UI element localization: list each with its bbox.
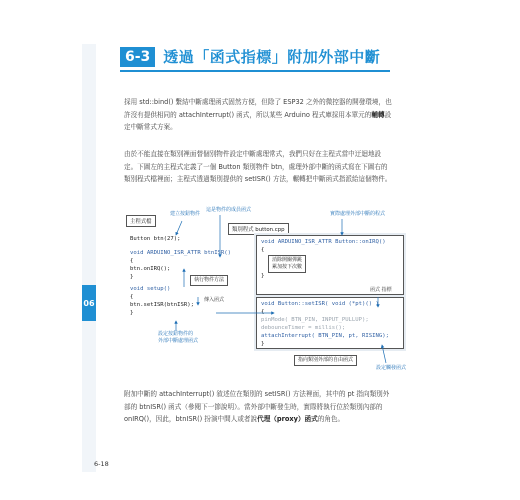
code-line: Button btn(27);	[130, 236, 181, 242]
diagram-arrows	[124, 213, 414, 383]
note-member-function: 這是物件的成員函式	[206, 207, 252, 213]
chapter-strip	[82, 44, 96, 472]
code-line: {	[130, 258, 134, 264]
note-func-ptr: 函式 指標	[370, 287, 392, 293]
note-create-object: 建立按鈕物件	[170, 211, 201, 217]
note-set-trigger: 設定觸發函式	[376, 365, 407, 371]
code-line: btn.onIRQ();	[130, 266, 171, 272]
label-free-function: 指向類別外部的自由函式	[294, 355, 357, 366]
note-class-isr: 實際處理外部中斷的程式	[330, 211, 386, 217]
code-line: {	[261, 247, 265, 253]
code-line: pinMode( BTN_PIN, INPUT_PULLUP);	[261, 317, 369, 323]
code-line: {	[130, 294, 134, 300]
code-line: {	[261, 309, 265, 315]
code-diagram	[124, 207, 414, 383]
code-line: btn.setISR(btnISR);	[130, 302, 194, 308]
label-debounce: 消除開關彈跳 累加按下次數	[268, 255, 306, 273]
code-line: }	[130, 274, 134, 280]
note-set-handler: 設定按鈕物件的 外部中斷處理函式	[158, 331, 199, 344]
heading-rule	[120, 70, 390, 72]
code-line: debounceTimer = millis();	[261, 325, 346, 331]
code-line: }	[130, 310, 134, 316]
paragraph-2: 由於不能直接在類別裡面替個別物件設定中斷處理常式，我們只好在主程式當中迂迴地設定。下圖左的主程式定義了一個 Button 類別物件 btn，處理外部中斷的函式寫在下圖右的類別程式檔裡面；主程式透過類別提供的 setISR() 方法，輾轉把中斷函式指派給這個物件。	[124, 150, 392, 183]
chapter-tab: 06	[82, 285, 96, 321]
section-number: 6-3	[120, 47, 155, 67]
code-line: }	[261, 273, 265, 279]
class-file-tag: 類別程式 button.cpp	[228, 223, 289, 235]
section-heading	[120, 46, 380, 67]
code-line: void ARDUINO_ISR_ATTR btnISR()	[130, 250, 232, 256]
paragraph-1: 採用 std::bind() 繫結中斷處理函式固然方便，但除了 ESP32 之外的微控器的開發環境，也許沒有提供相同的 attachInterrupt() 函式，所以某些 Arduino 程式庫採用本單元的輔轉設定中斷常式方案。	[124, 98, 392, 131]
main-file-tag: 主程式檔	[126, 215, 156, 227]
code-line: void setup()	[130, 286, 171, 292]
code-line: void Button::setISR( void (*pt)() )	[261, 301, 379, 307]
section-title: 透過「函式指標」附加外部中斷	[163, 48, 381, 66]
code-line: }	[261, 341, 265, 347]
page-number: 6-18	[94, 460, 109, 468]
code-line: attachInterrupt( BTN_PIN, pt, RISING);	[261, 333, 389, 339]
label-exec-method: 執行物件方法	[190, 275, 228, 286]
paragraph-3: 附加中斷的 attachInterrupt() 敘述位在類別的 setISR() 方法裡面，其中的 pt 指向類別外部的 btnISR() 函式（參閱下一節說明）。當外部中斷發生時，實際將執行位於類別內部的 onIRQ()，因此，btnISR() 扮演中間人或者說代理（proxy）函式的角色。	[124, 390, 390, 423]
code-line: void ARDUINO_ISR_ATTR Button::onIRQ()	[261, 239, 386, 245]
note-pass-in: 傳入函式	[204, 297, 225, 303]
